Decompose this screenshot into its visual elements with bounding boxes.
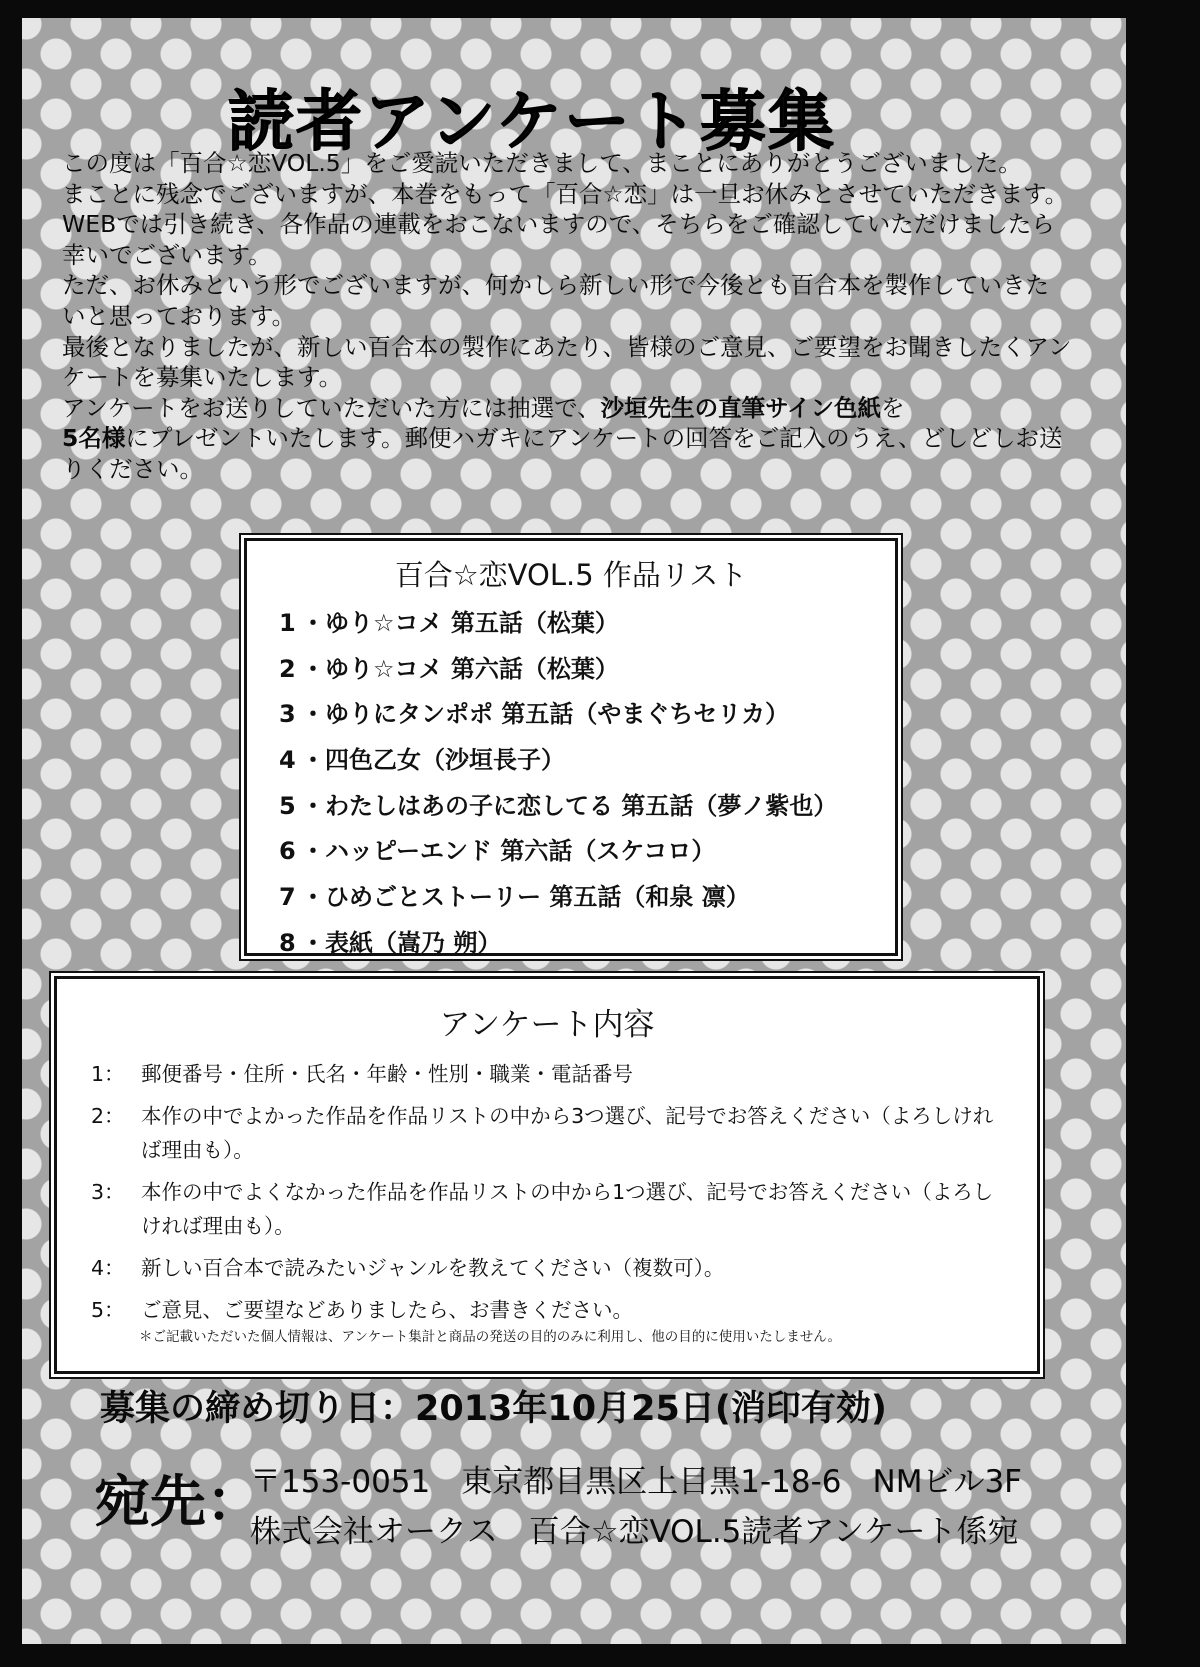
intro-paragraph: 最後となりましたが、新しい百合本の製作にあたり、皆様のご意見、ご要望をお聞きしたくアンケートを募集いたします。 bbox=[62, 332, 1072, 392]
work-number: 4 bbox=[279, 746, 296, 775]
prize-paragraph bbox=[62, 393, 1072, 485]
work-title: ・ハッピーエンド 第六話（スケコロ） bbox=[301, 837, 716, 866]
list-item bbox=[91, 1293, 1011, 1327]
work-title: ・ゆりにタンポポ 第五話（やまぐちセリカ） bbox=[301, 700, 790, 729]
address-line-postal: 〒153-0051 東京都目黒区上目黒1-18-6 NMビル3F bbox=[250, 1464, 1023, 1500]
work-number: 7 bbox=[279, 883, 296, 912]
list-item bbox=[279, 601, 837, 647]
work-number: 2 bbox=[279, 654, 296, 683]
works-list bbox=[279, 601, 837, 967]
intro-paragraph: まことに残念でございますが、本巻をもって「百合☆恋」は一旦お休みとさせていただきます。WEBでは引き続き、各作品の連載をおこないますので、そちらをご確認していただけましたら幸いでございます。 bbox=[62, 179, 1069, 269]
list-item bbox=[279, 829, 837, 875]
works-list-box bbox=[244, 538, 898, 956]
list-item bbox=[279, 921, 837, 967]
intro-text bbox=[62, 148, 1072, 485]
intro-paragraph: ただ、お休みという形でございますが、何かしら新しい形で今後とも百合本を製作していきたいと思っております。 bbox=[62, 271, 1049, 330]
privacy-note: ＊ご記載いただいた個人情報は、アンケート集計と商品の発送の目的のみに利用し、他の目的に使用いたしません。 bbox=[139, 1329, 841, 1345]
survey-title: アンケート内容 bbox=[439, 1007, 655, 1043]
work-number: 6 bbox=[279, 837, 296, 866]
prize-text: を bbox=[880, 393, 905, 422]
intro-paragraph: この度は「百合☆恋VOL.5」をご愛読いただきまして、まことにありがとうございました。 bbox=[62, 149, 1022, 177]
work-number: 1 bbox=[279, 609, 296, 637]
survey-list bbox=[91, 1057, 1011, 1335]
list-item bbox=[91, 1175, 1011, 1243]
work-title: ・表紙（嵩乃 朔） bbox=[301, 928, 502, 957]
address-line-recipient: 株式会社オークス 百合☆恋VOL.5読者アンケート係宛 bbox=[250, 1514, 1019, 1550]
work-title: ・わたしはあの子に恋してる 第五話（夢ノ紫也） bbox=[301, 791, 838, 820]
question-text: 本作の中でよかった作品を作品リストの中から3つ選び、記号でお答えください（よろしければ理由も）。 bbox=[141, 1104, 994, 1162]
question-number: 5： bbox=[91, 1298, 125, 1322]
list-item bbox=[279, 738, 837, 784]
address-label: 宛先： bbox=[94, 1470, 262, 1535]
work-title: ・ゆり☆コメ 第五話（松葉） bbox=[301, 609, 619, 637]
prize-count: 5名様 bbox=[62, 424, 126, 453]
work-number: 3 bbox=[279, 700, 296, 729]
works-list-title: 百合☆恋VOL.5 作品リスト bbox=[394, 558, 748, 592]
question-text: 新しい百合本で読みたいジャンルを教えてください（複数可）。 bbox=[141, 1256, 725, 1280]
question-number: 4： bbox=[91, 1256, 125, 1280]
prize-text: アンケートをお送りしていただいた方には抽選で、 bbox=[62, 393, 601, 422]
question-number: 2： bbox=[91, 1104, 125, 1128]
list-item bbox=[279, 875, 837, 921]
list-item bbox=[91, 1099, 1011, 1167]
work-number: 8 bbox=[279, 928, 296, 957]
deadline-text: 募集の締め切り日：2013年10月25日(消印有効) bbox=[100, 1389, 887, 1429]
question-number: 1： bbox=[91, 1062, 125, 1086]
work-title: ・ひめごとストーリー 第五話（和泉 凛） bbox=[301, 883, 750, 912]
prize-highlight: 沙垣先生の直筆サイン色紙 bbox=[600, 393, 881, 422]
list-item bbox=[279, 647, 837, 693]
question-text: ご意見、ご要望などありましたら、お書きください。 bbox=[141, 1298, 633, 1322]
survey-box bbox=[54, 976, 1040, 1374]
page-title: 読者アンケート募集 bbox=[227, 83, 837, 160]
list-item bbox=[91, 1251, 1011, 1285]
question-text: 本作の中でよくなかった作品を作品リストの中から1つ選び、記号でお答えください（よろしければ理由も）。 bbox=[141, 1180, 994, 1238]
work-title: ・ゆり☆コメ 第六話（松葉） bbox=[301, 654, 619, 683]
work-number: 5 bbox=[279, 791, 296, 820]
question-text: 郵便番号・住所・氏名・年齢・性別・職業・電話番号 bbox=[141, 1062, 633, 1086]
list-item bbox=[91, 1057, 1011, 1091]
list-item bbox=[279, 784, 837, 830]
flyer-page bbox=[22, 18, 1126, 1644]
work-title: ・四色乙女（沙垣長子） bbox=[301, 746, 565, 775]
question-number: 3： bbox=[91, 1180, 125, 1204]
list-item bbox=[279, 692, 837, 738]
prize-text: にプレゼントいたします。郵便ハガキにアンケートの回答をご記入のうえ、どしどしお送りください。 bbox=[62, 424, 1063, 483]
